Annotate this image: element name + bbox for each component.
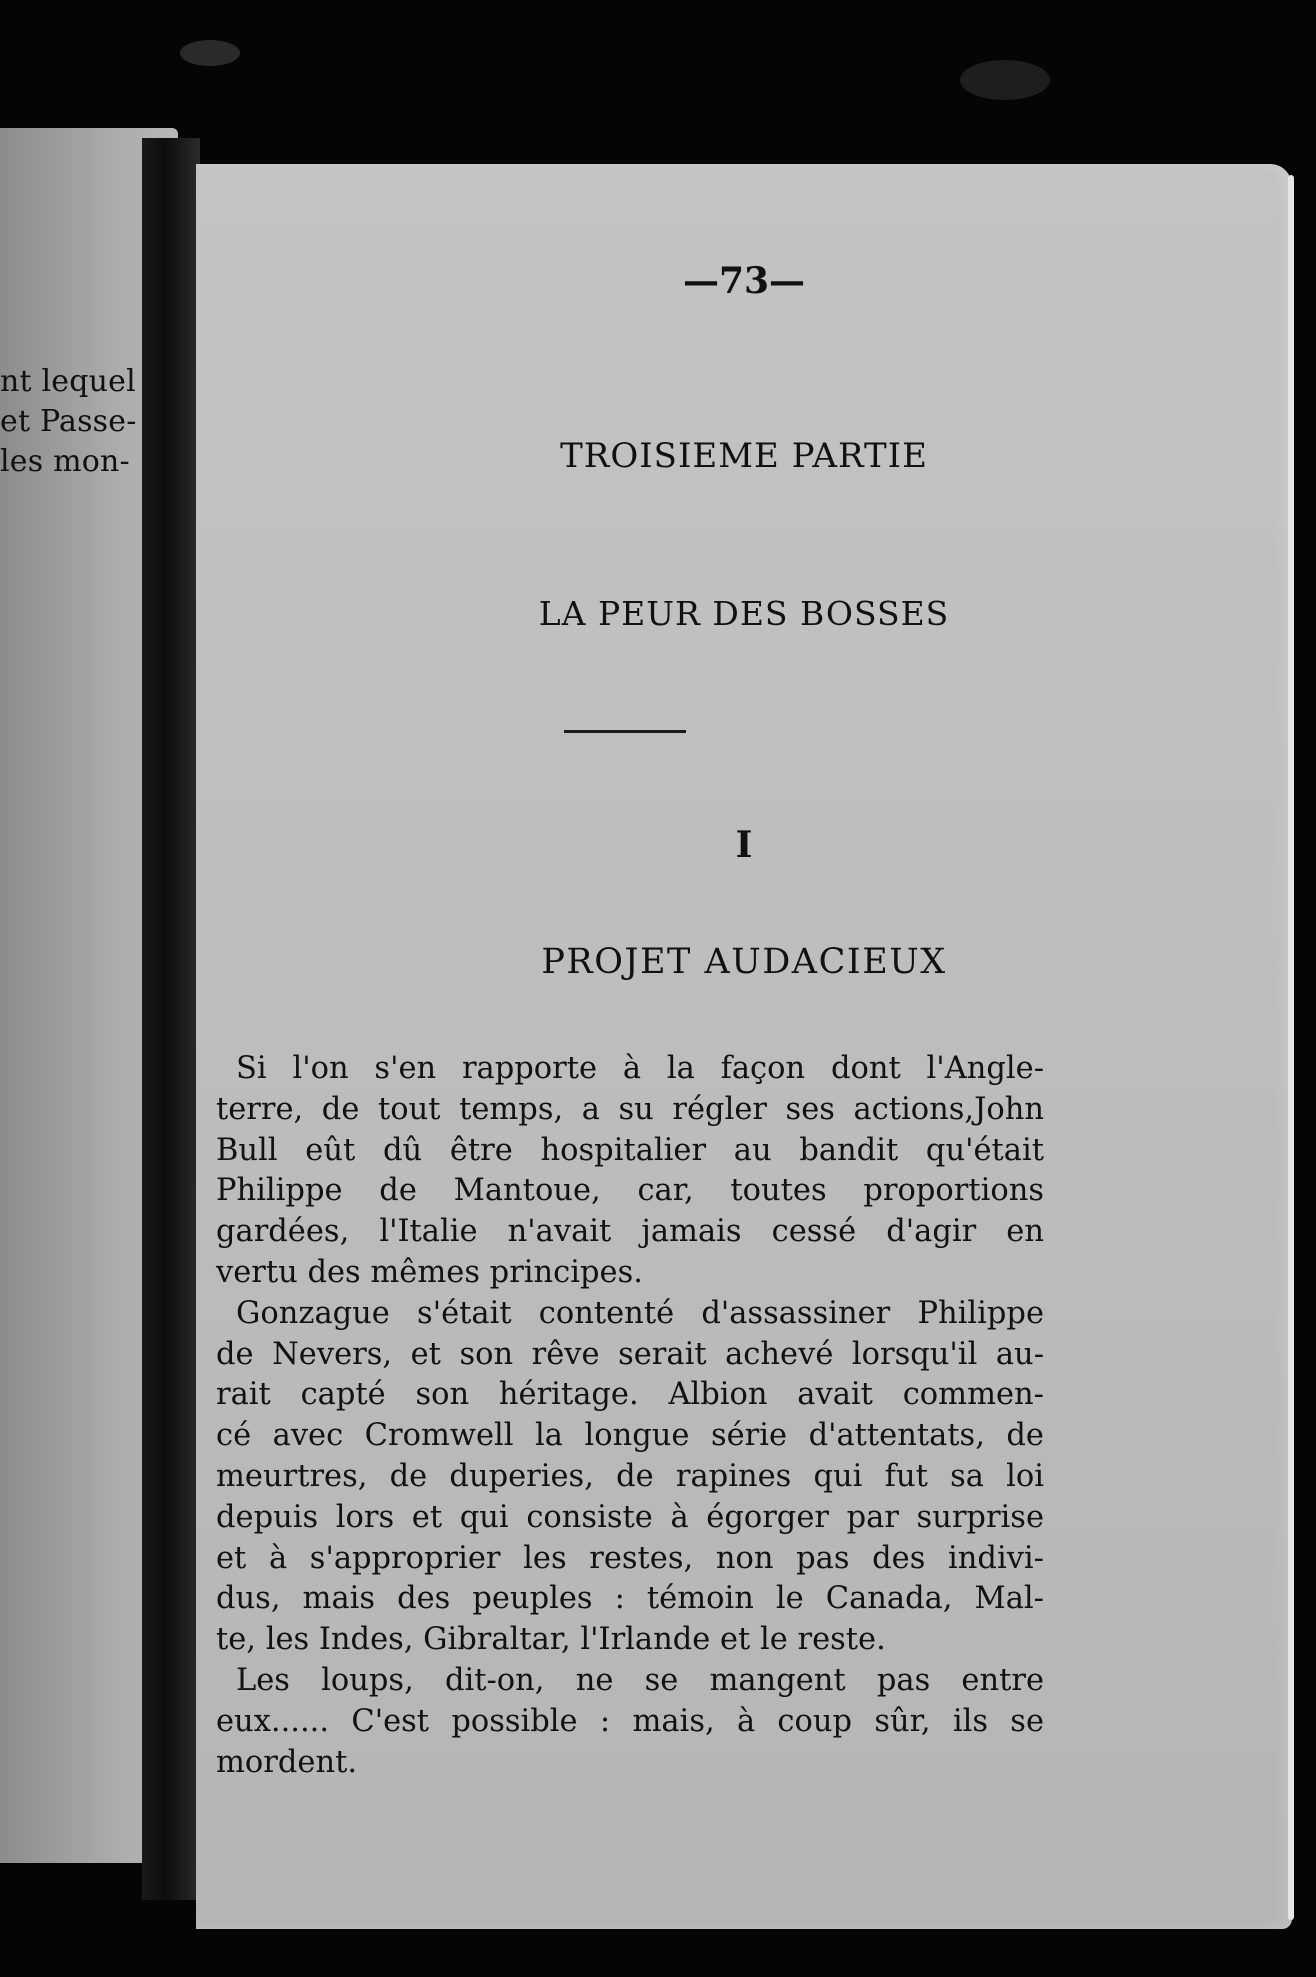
paragraph-2 [216, 1294, 1044, 1661]
text-line: et à s'approprier les restes, non pas des indivi- [216, 1540, 1044, 1576]
book-page [196, 164, 1292, 1929]
body-text [216, 1049, 1044, 1783]
text-line: vertu des mêmes principes. [216, 1254, 643, 1290]
scan-speck [180, 40, 240, 66]
book-gutter [142, 138, 200, 1900]
left-page-line: nt lequel [0, 364, 136, 399]
text-line: Si l'on s'en rapporte à la façon dont l'Angle- [236, 1051, 1044, 1086]
text-line: eux...... C'est possible : mais, à coup sûr, ils se [216, 1703, 1044, 1739]
left-page-line: et Passe- [0, 404, 137, 439]
text-line: te, les Indes, Gibraltar, l'Irlande et le reste. [216, 1622, 886, 1658]
text-line: de Nevers, et son rêve serait achevé lorsqu'il au- [216, 1336, 1044, 1372]
text-line: rait capté son héritage. Albion avait commen- [216, 1377, 1044, 1413]
text-line: depuis lors et qui consiste à égorger par surprise [216, 1499, 1044, 1535]
text-line: Philippe de Mantoue, car, toutes proportions [216, 1173, 1044, 1209]
paragraph-1 [216, 1049, 1044, 1294]
text-line: Gonzague s'était contenté d'assassiner Philippe [236, 1295, 1044, 1331]
left-page-line: les mon- [0, 444, 130, 479]
title-divider [564, 730, 686, 733]
section-title: LA PEUR DES BOSSES [538, 594, 950, 633]
text-line: gardées, l'Italie n'avait jamais cessé d'agir en [216, 1214, 1044, 1250]
text-line: Les loups, dit-on, ne se mangent pas entre [236, 1662, 1044, 1698]
chapter-number: I [735, 824, 753, 866]
page-edge [1288, 175, 1294, 1920]
chapter-title: PROJET AUDACIEUX [541, 942, 947, 982]
text-line: meurtres, de duperies, de rapines qui fut sa loi [216, 1458, 1044, 1494]
part-title: TROISIEME PARTIE [560, 436, 928, 476]
scan-speck [960, 60, 1050, 100]
text-line: dus, mais des peuples : témoin le Canada, Mal- [216, 1581, 1044, 1617]
page-number: —73— [682, 260, 806, 302]
text-line: terre, de tout temps, a su régler ses actions,John [216, 1091, 1044, 1127]
paragraph-3 [216, 1661, 1044, 1783]
text-line: Bull eût dû être hospitalier au bandit qu'était [216, 1132, 1044, 1168]
text-line: mordent. [216, 1744, 358, 1780]
text-line: cé avec Cromwell la longue série d'attentats, de [216, 1418, 1044, 1454]
